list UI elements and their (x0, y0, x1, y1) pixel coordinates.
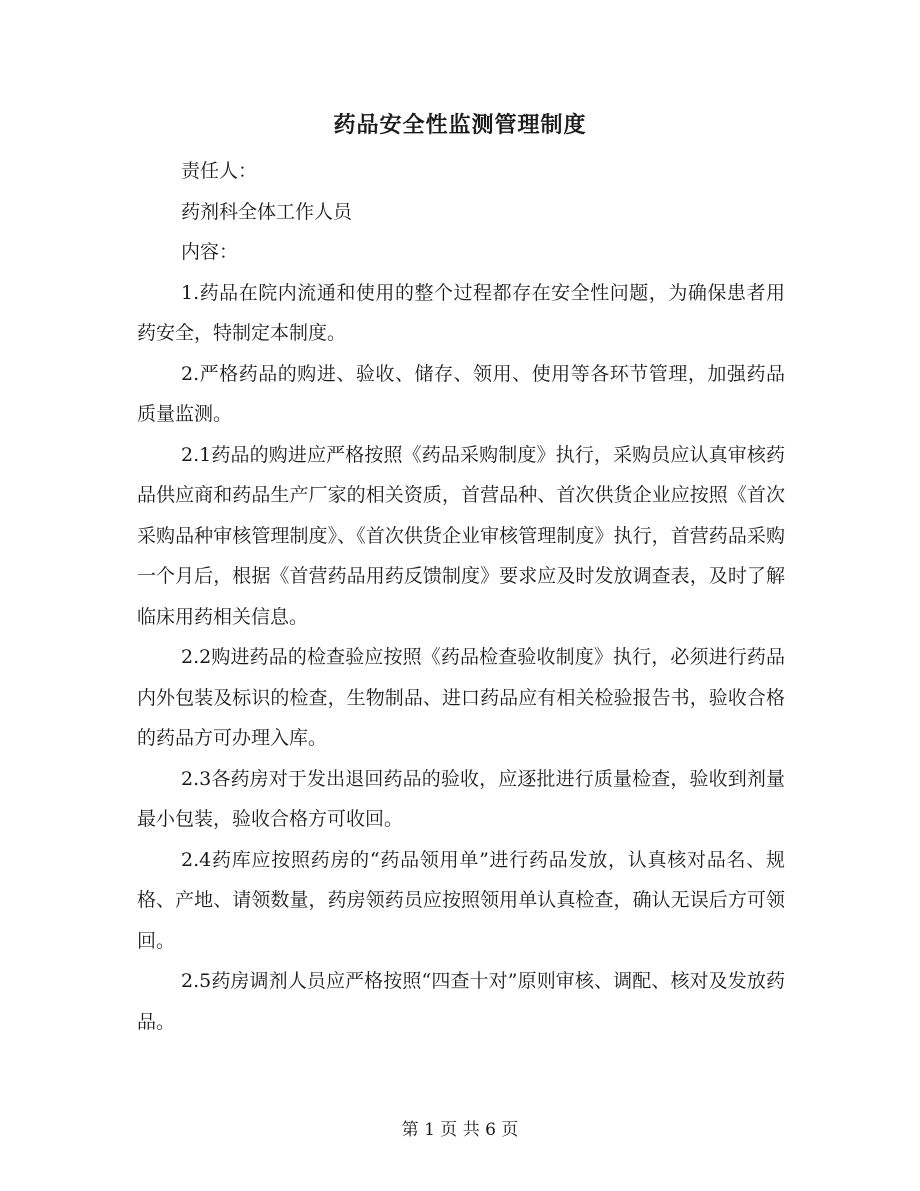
content-label: 内容： (181, 241, 239, 263)
paragraph-2-1: 2.1药品的购进应严格按照《药品采购制度》执行，采购员应认真审核药品供应商和药品生产厂家的相关资质，首营品种、首次供货企业应按照《首次采购品种审核管理制度》、《首次供货企业审核管理制度》执行，首营药品采购一个月后，根据《首营药品用药反馈制度》要求应及时发放调查表，及时了解临床用药相关信息。 (137, 443, 785, 628)
paragraph-2: 2.严格药品的购进、验收、储存、领用、使用等各环节管理，加强药品质量监测。 (137, 362, 785, 425)
paragraph-2-3: 2.3各药房对于发出退回药品的验收，应逐批进行质量检查，验收到剂量最小包装，验收合格方可收回。 (137, 767, 785, 830)
page-footer (0, 1115, 920, 1140)
paragraph-2-5: 2.5药房调剂人员应严格按照“四查十对”原则审核、调配、核对及发放药品。 (137, 970, 785, 1033)
responsible-label: 责任人： (181, 160, 258, 182)
paragraph-2-2: 2.2购进药品的检查验应按照《药品检查验收制度》执行，必须进行药品内外包装及标识的检查，生物制品、进口药品应有相关检验报告书，验收合格的药品方可办理入库。 (137, 646, 785, 749)
paragraph-1: 1.药品在院内流通和使用的整个过程都存在安全性问题，为确保患者用药安全，特制定本制度。 (137, 281, 785, 344)
document-title: 药品安全性监测管理制度 (333, 112, 587, 138)
document-body (137, 151, 785, 1042)
page-number: 第 1 页 共 6 页 (401, 1120, 519, 1140)
paragraph-2-4: 2.4药库应按照药房的“药品领用单”进行药品发放，认真核对品名、规格、产地、请领数量，药房领药员应按照领用单认真检查，确认无误后方可领回。 (137, 848, 785, 952)
responsible-value: 药剂科全体工作人员 (181, 200, 353, 223)
